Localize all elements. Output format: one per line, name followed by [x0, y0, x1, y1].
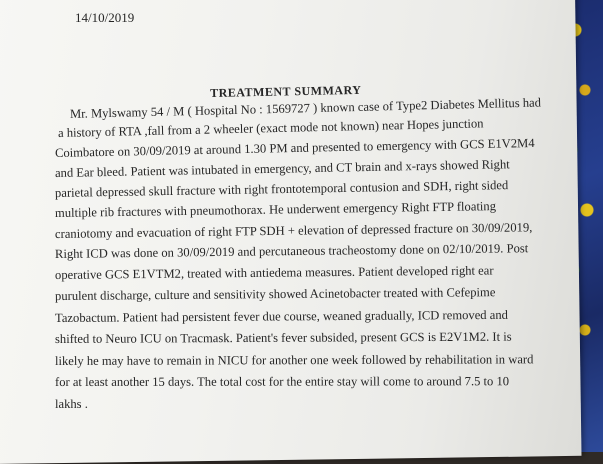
summary-line: multiple rib fractures with pneumothorax. He underwent emergency Right FTP floating: [54, 199, 497, 220]
summary-line: operative GCS E1VTM2, treated with antiedema measures. Patient developed right ear: [54, 263, 494, 282]
summary-line: parietal depressed skull fracture with right frontotemporal contusion and SDH, right sided: [54, 178, 509, 200]
document-date: 14/10/2019: [75, 10, 135, 25]
summary-line: Right ICD was done on 30/09/2019 and percutaneous tracheostomy done on 02/10/2019. Post: [54, 241, 529, 261]
summary-line: lakhs .: [55, 397, 88, 411]
summary-line: for at least another 15 days. The total cost for the entire stay will come to around 7.5 to 10: [54, 374, 510, 389]
summary-line: purulent discharge, culture and sensitivity showed Acinetobacter treated with Cefepime: [54, 285, 496, 303]
summary-line: Tazobactum. Patient had persistent fever due course, weaned gradually, ICD removed and: [54, 307, 508, 325]
summary-line: shifted to Neuro ICU on Tracmask. Patient's fever subsided, present GCS is E2V1M2. It is: [54, 329, 512, 346]
summary-line: craniotomy and evacuation of right FTP SDH + elevation of depressed fracture on 30/09/2019,: [54, 220, 533, 241]
document-title: TREATMENT SUMMARY: [210, 82, 362, 100]
summary-line: Mr. Mylswamy 54 / M ( Hospital No : 1569727 ) known case of Type2 Diabetes Mellitus had: [69, 95, 542, 121]
summary-line: likely he may have to remain in NICU for another one week followed by rehabilitation in ward: [54, 352, 534, 368]
summary-line: a history of RTA ,fall from a 2 wheeler (exact mode not known) near Hopes junction: [57, 116, 484, 140]
summary-line: and Ear bleed. Patient was intubated in emergency, and CT brain and x-rays showed Right: [54, 157, 510, 180]
summary-line: Coimbatore on 30/09/2019 at around 1.30 PM and presented to emergency with GCS E1V2M4: [54, 135, 535, 160]
